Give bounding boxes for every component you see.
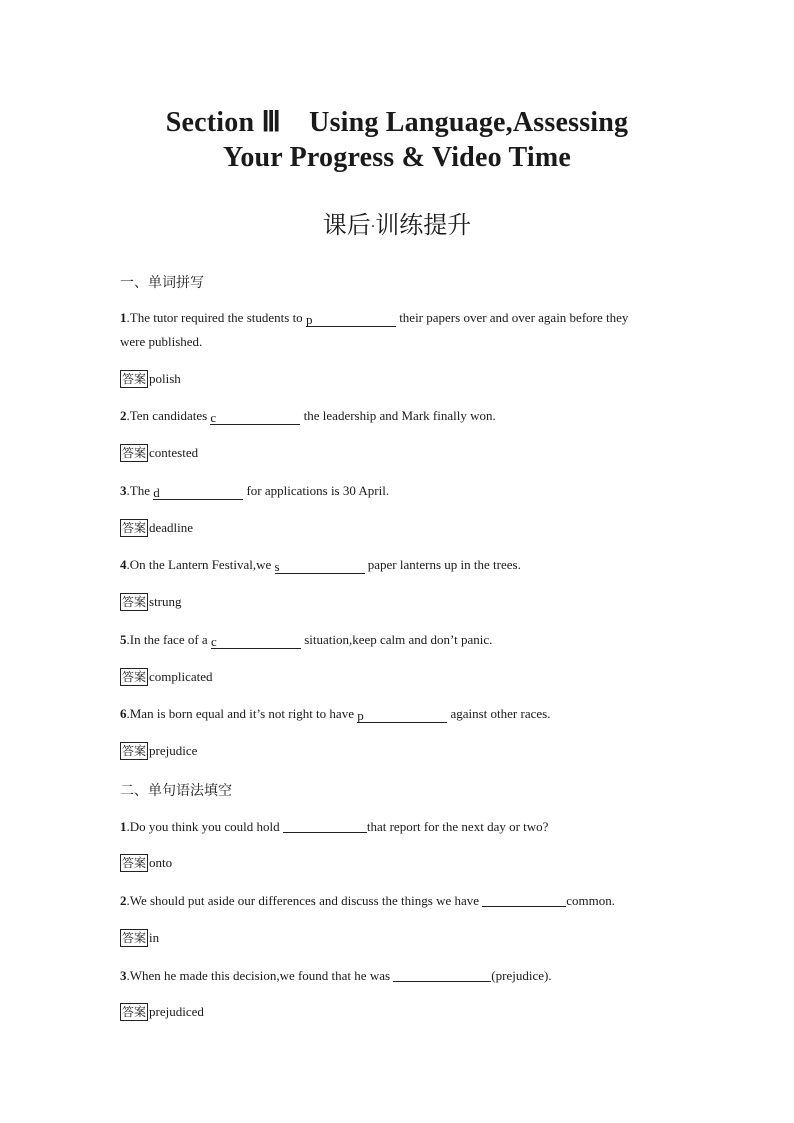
question-number: 2 (120, 408, 127, 423)
answer-blank (306, 312, 396, 327)
answer-blank (153, 485, 243, 500)
answer-text: deadline (149, 520, 194, 535)
question-text: against other races. (447, 706, 551, 721)
answer-blank (393, 967, 491, 982)
page-title-line-2: Your Progress & Video Time (223, 142, 571, 173)
question-text: The tutor required the students to (129, 310, 306, 325)
answer-blank (275, 559, 365, 574)
answer-tag: 答案 (122, 670, 147, 684)
page-title-line-1: Section Ⅲ Using Language,Assessing (165, 107, 629, 138)
answer-tag: 答案 (122, 931, 147, 945)
question-1-1: 1.The tutor required the students to p their papers over and over again before they (120, 310, 629, 327)
answer-1-1 (120, 370, 181, 388)
subtitle-right: 训练提升 (375, 211, 472, 239)
question-text: for applications is 30 April. (243, 483, 390, 498)
question-1-6: 6.Man is born equal and it’s not right to have p against other races. (120, 706, 551, 723)
question-1-5: 5.In the face of a c situation,keep calm and don’t panic. (120, 632, 493, 649)
question-number: 6 (120, 706, 127, 721)
first-letter-hint: s (274, 559, 280, 574)
answer-blank (482, 892, 566, 907)
question-text: When he made this decision,we found that he was (129, 968, 394, 983)
answer-text: polish (149, 371, 181, 386)
answer-tag: 答案 (122, 856, 147, 870)
question-text: that report for the next day or two? (366, 819, 549, 834)
answer-1-3 (120, 519, 193, 537)
question-text: Ten candidates (129, 408, 211, 423)
answer-2-2 (120, 929, 159, 947)
question-2-1: 1.Do you think you could hold that report for the next day or two? (120, 819, 549, 834)
answer-text: contested (149, 445, 199, 460)
question-text: Man is born equal and it’s not right to have (129, 706, 358, 721)
question-2-3: 3.When he made this decision,we found that he was (prejudice). (120, 968, 552, 983)
question-text: the leadership and Mark finally won. (300, 408, 496, 423)
first-letter-hint: d (153, 485, 160, 500)
question-text: The (129, 483, 154, 498)
question-number: 3 (120, 968, 127, 983)
question-number: 5 (120, 632, 127, 647)
question-2-2: 2.We should put aside our differences and discuss the things we have common. (120, 893, 616, 908)
answer-text: onto (149, 855, 173, 870)
question-1-2: 2.Ten candidates c the leadership and Mark finally won. (120, 408, 496, 425)
answer-blank (211, 634, 301, 649)
first-letter-hint: p (305, 312, 313, 327)
answer-2-1 (120, 854, 172, 872)
question-text: Do you think you could hold (129, 819, 283, 834)
answer-tag: 答案 (122, 1005, 147, 1019)
answer-1-6 (120, 742, 197, 760)
question-text: In the face of a (129, 632, 211, 647)
question-1-3: 3.The d for applications is 30 April. (120, 483, 390, 500)
section-heading-grammar: 二、单句语法填空 (120, 783, 232, 799)
question-text: paper lanterns up in the trees. (364, 557, 521, 572)
question-number: 1 (120, 310, 127, 325)
answer-blank (357, 708, 447, 723)
answer-text: in (149, 930, 160, 945)
question-number: 4 (120, 557, 127, 572)
question-1-1-continued: were published. (120, 334, 203, 349)
answer-tag: 答案 (122, 521, 147, 535)
subtitle-dot: · (370, 219, 376, 235)
question-1-4: 4.On the Lantern Festival,we s paper lanterns up in the trees. (120, 557, 521, 574)
question-text: their papers over and over again before they (395, 310, 629, 325)
answer-text: prejudice (149, 743, 198, 758)
answer-tag: 答案 (122, 446, 147, 460)
subtitle-left: 课后 (322, 211, 371, 239)
first-letter-hint: c (210, 634, 217, 649)
question-text: (prejudice). (491, 968, 552, 983)
first-letter-hint: p (357, 708, 364, 723)
answer-1-5 (120, 668, 213, 686)
answer-2-3 (120, 1003, 204, 1021)
question-text: We should put aside our differences and discuss the things we have (129, 893, 483, 908)
first-letter-hint: c (210, 410, 217, 425)
question-number: 3 (120, 483, 127, 498)
answer-1-4 (120, 593, 182, 611)
answer-text: strung (149, 594, 182, 609)
page-subtitle (0, 205, 794, 240)
answer-tag: 答案 (122, 372, 147, 386)
question-text: situation,keep calm and don’t panic. (300, 632, 493, 647)
answer-blank (283, 818, 367, 833)
section-heading-spelling: 一、单词拼写 (120, 275, 204, 291)
question-text: common. (566, 893, 616, 908)
question-text: On the Lantern Festival,we (129, 557, 275, 572)
question-number: 2 (120, 893, 127, 908)
answer-1-2 (120, 444, 198, 462)
answer-text: prejudiced (149, 1004, 204, 1019)
answer-blank (210, 410, 300, 425)
answer-text: complicated (149, 669, 213, 684)
answer-tag: 答案 (122, 595, 147, 609)
question-number: 1 (120, 819, 127, 834)
answer-tag: 答案 (122, 744, 147, 758)
